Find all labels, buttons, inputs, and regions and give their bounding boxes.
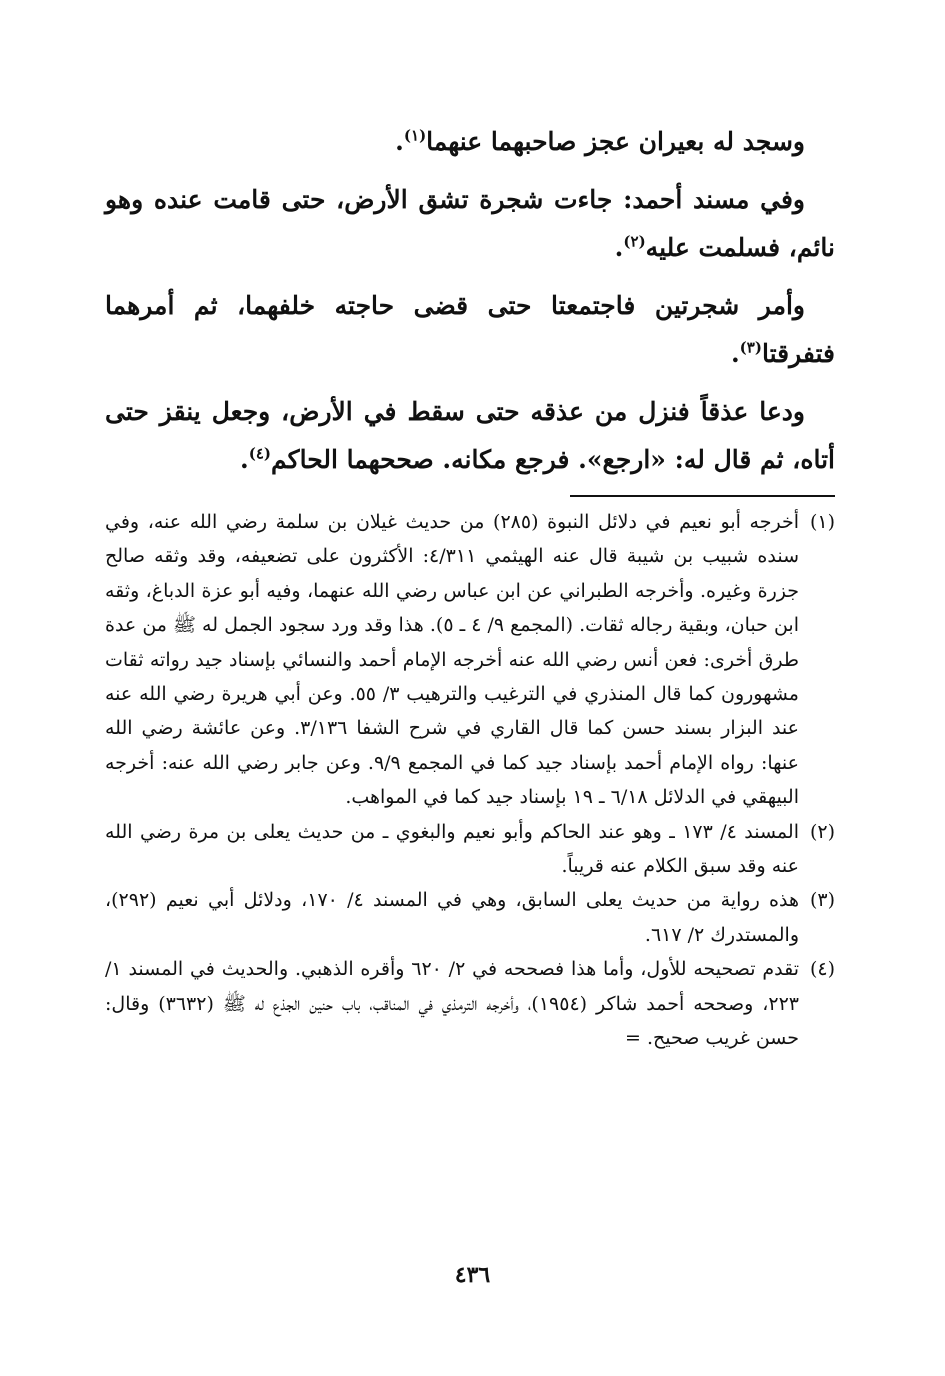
footnote-number: (٢): [809, 820, 835, 843]
footnote-1: [105, 505, 835, 815]
main-paragraph-2: وفي مسند أحمد: جاءت شجرة تشق الأرض، حتى قامت عنده وهو نائم، فسلمت عليه$^{(٢)}$.: [105, 185, 835, 262]
footnote-ref-4: (٤): [248, 444, 272, 463]
footnote-2: [105, 815, 835, 884]
footnotes: [105, 505, 835, 1056]
main-paragraph-4: ودعا عذقاً فنزل من عذقه حتى سقط في الأرض، وجعل ينقز حتى أتاه، ثم قال له: «ارجع». فرجع مكانه. صححهما الحاكم$^{(٤)}$.: [105, 397, 835, 474]
main-text: [105, 118, 835, 494]
footnote-text: المسند ٤/ ١٧٣ ـ وهو عند الحاكم وأبو نعيم والبغوي ـ من حديث يعلى بن مرة رضي الله عنه وقد سبق الكلام عنه قريباً.: [105, 820, 799, 878]
footnote-4: [105, 952, 835, 1055]
footnote-text: هذه رواية من حديث يعلى السابق، وهي في المسند ٤/ ١٧٠، ودلائل أبي نعيم (٢٩٢)، والمستدرك ٢/ ٦١٧.: [105, 889, 799, 946]
footnote-ref-3: (٣): [739, 338, 762, 357]
main-paragraph-1: وسجد له بعيران عجز صاحبهما عنهما$^{(١)}$.: [395, 126, 805, 156]
footnote-number: (٤): [809, 958, 835, 981]
footnote-ref-2: (٢): [623, 232, 646, 251]
footnote-number: (١): [809, 511, 835, 533]
footnote-number: (٣): [809, 889, 835, 912]
footnote-text: تقدم تصحيحه للأول، وأما هذا فصححه في ٢/ ٦٢٠ وأقره الذهبي. والحديث في المسند ١/ ٢٢٣، وصححه أحمد شاكر (١٩٥٤)، وأخرجه الترمذي في المناقب، باب حنين الجذع له ﷺ (٣٦٣٢) وقال: حسن غريب صحيح. =: [105, 958, 799, 1050]
footnote-3: [105, 883, 835, 952]
main-paragraph-3: وأمر شجرتين فاجتمعتا حتى قضى حاجته خلفهما، ثم أمرهما فتفرقتا$^{(٣)}$.: [105, 291, 835, 368]
footnote-text: أخرجه أبو نعيم في دلائل النبوة (٢٨٥) من حديث غيلان بن سلمة رضي الله عنه، وفي سنده شبيب بن شيبة قال عنه الهيثمي ٤/٣١١: الأكثرون على تضعيفه، وقد وثقه صالح جزرة وغيره. وأخرجه الطبراني عن ابن عباس رضي الله عنهما، وفيه أبو عزة الدباغ، وثقه ابن حبان، وبقية رجاله ثقات. (المجمع ٩/ ٤ ـ ٥). هذا وقد ورد سجود الجمل له ﷺ من عدة طرق أخرى: فعن أنس رضي الله عنه أخرجه الإمام أحمد والنسائي بإسناد جيد رواته ثقات مشهورون كما قال المنذري في الترغيب والترهيب ٣/ ٥٥. وعن أبي هريرة رضي الله عنه عند البزار بسند حسن كما قال القاري في شرح الشفا ٣/١٣٦. وعن عائشة رضي الله عنها: رواه الإمام أحمد بإسناد جيد كما في المجمع ٩/٩. وعن جابر رضي الله عنه: أخرجه البيهقي في الدلائل ٦/١٨ ـ ١٩ بإسناد جيد كما في المواهب.: [105, 511, 800, 809]
footnote-divider: [570, 495, 835, 497]
footnote-ref-1: (١): [403, 126, 427, 145]
page-number: ٤٣٦: [454, 1262, 491, 1288]
